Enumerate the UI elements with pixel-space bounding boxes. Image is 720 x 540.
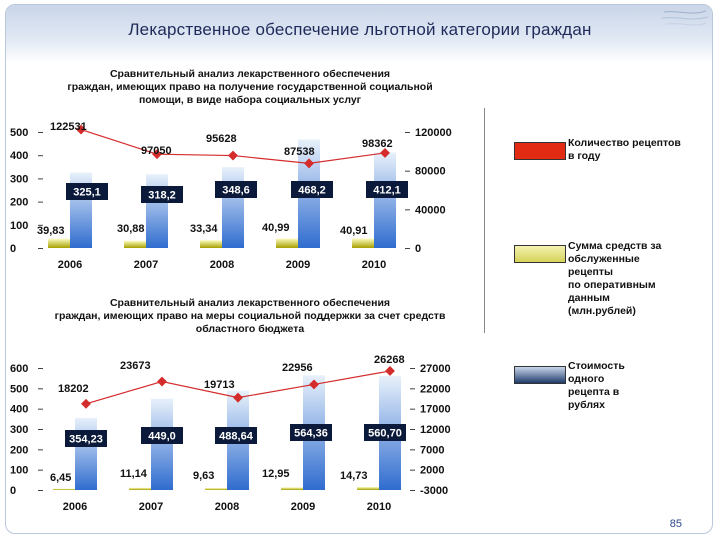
chart1-title: Сравнительный анализ лекарственного обеспечения граждан, имеющих право на получение государственной социальной помощи, в виде набора социальных услуг: [67, 68, 433, 106]
c1-cost-label: 348,6: [222, 184, 250, 197]
c2-left-tick-label: 500: [10, 383, 29, 396]
c2-sum-label: 14,73: [340, 470, 368, 482]
c2-line-point: [157, 377, 167, 387]
c1-category-label: 2010: [361, 259, 387, 271]
c2-cost-label: 354,23: [69, 433, 103, 446]
c1-cost-label: 412,1: [373, 184, 401, 197]
c2-line-label: 19713: [204, 379, 235, 391]
legend-label-sum: Сумма средств за обслуженные рецепты по оперативным данным (млн.рублей): [568, 240, 662, 317]
c1-category-label: 2008: [209, 259, 235, 271]
c1-left-tick-label: 0: [10, 243, 17, 255]
page-title: Лекарственное обеспечение льготной категории граждан: [128, 20, 592, 39]
c2-sum-label: 6,45: [50, 472, 72, 484]
c2-right-tick-label: 22000: [420, 383, 451, 396]
c2-right-tick-label: 27000: [420, 363, 451, 375]
c1-left-tick-label: 300: [10, 173, 29, 186]
legend-swatch-sum: [514, 245, 566, 263]
c2-line-label: 18202: [58, 383, 89, 395]
c2-category-label: 2006: [62, 501, 88, 513]
c2-line-point: [385, 366, 395, 376]
c1-line-label: 97050: [141, 145, 172, 157]
c1-cost-label: 468,2: [298, 184, 326, 197]
c1-cost-label: 325,1: [73, 186, 101, 199]
c2-right-tick-label: -3000: [420, 485, 449, 497]
c2-cost-label: 488,64: [219, 430, 253, 443]
c2-bar-cost: [75, 418, 97, 490]
page-number: 85: [669, 518, 682, 530]
c2-sum-label: 12,95: [262, 468, 290, 480]
c1-right-tick-label: 0: [415, 243, 422, 255]
c1-line-label: 87538: [284, 146, 315, 158]
c1-line-label: 122531: [50, 121, 87, 133]
c1-left-tick-label: 500: [10, 127, 29, 139]
c2-bar-cost: [151, 399, 173, 490]
c2-left-tick-label: 400: [10, 403, 29, 416]
c2-sum-label: 11,14: [120, 468, 147, 480]
c1-line-label: 95628: [206, 133, 237, 145]
c2-category-label: 2008: [214, 501, 240, 513]
c2-line-label: 23673: [120, 360, 151, 372]
c2-bar-sum: [53, 489, 75, 490]
c2-left-tick-label: 300: [10, 424, 29, 436]
c2-category-label: 2007: [138, 501, 164, 513]
c2-bar-sum: [129, 488, 151, 490]
c2-sum-label: 9,63: [193, 470, 215, 482]
c2-right-tick-label: 7000: [420, 444, 445, 457]
c2-left-tick-label: 600: [10, 363, 29, 375]
c1-left-tick-label: 100: [10, 219, 29, 232]
c2-bar-sum: [281, 487, 303, 490]
c2-cost-label: 564,36: [294, 427, 328, 440]
c1-category-label: 2007: [133, 259, 159, 271]
c1-sum-label: 39,83: [37, 225, 65, 237]
c1-right-tick-label: 40000: [415, 204, 446, 217]
c2-category-label: 2009: [290, 501, 316, 513]
c1-left-tick-label: 400: [10, 150, 29, 163]
c2-left-tick-label: 0: [10, 485, 17, 497]
c1-cost-label: 318,2: [148, 189, 176, 202]
c2-category-label: 2010: [366, 501, 392, 513]
c1-line-label: 98362: [362, 138, 393, 150]
c1-right-tick-label: 120000: [415, 127, 452, 139]
legend-swatch-recipes: [514, 142, 566, 160]
legend-swatch-cost: [514, 366, 566, 384]
c2-right-tick-label: 2000: [420, 464, 445, 477]
c2-line-point: [81, 399, 91, 409]
c2-right-tick-label: 12000: [420, 424, 451, 436]
legend-divider: [484, 108, 485, 333]
legend-label-recipes: Количество рецептов в году: [568, 137, 681, 162]
c1-sum-label: 30,88: [117, 223, 145, 235]
c1-category-label: 2009: [285, 259, 311, 271]
c2-left-tick-label: 100: [10, 464, 29, 477]
c2-bar-sum: [205, 488, 227, 490]
c1-right-tick-label: 80000: [415, 165, 446, 178]
c2-cost-label: 560,70: [368, 427, 402, 440]
chart2-title: Сравнительный анализ лекарственного обеспечения граждан, имеющих право на меры социальной поддержки за счет средств областного бюджета: [54, 297, 446, 335]
legend-label-cost: Стоимость одного рецепта в рублях: [568, 360, 625, 411]
c2-left-tick-label: 200: [10, 444, 29, 457]
c2-right-tick-label: 17000: [420, 403, 451, 416]
c2-line-label: 22956: [282, 362, 313, 374]
c1-sum-label: 40,99: [262, 222, 290, 234]
c2-bar-sum: [357, 487, 379, 490]
c1-category-label: 2006: [57, 259, 83, 271]
c2-cost-label: 449,0: [148, 430, 176, 443]
c1-sum-label: 40,91: [340, 225, 368, 237]
c1-left-tick-label: 200: [10, 196, 29, 209]
c1-sum-label: 33,34: [190, 223, 218, 235]
c2-line-label: 26268: [374, 354, 405, 366]
